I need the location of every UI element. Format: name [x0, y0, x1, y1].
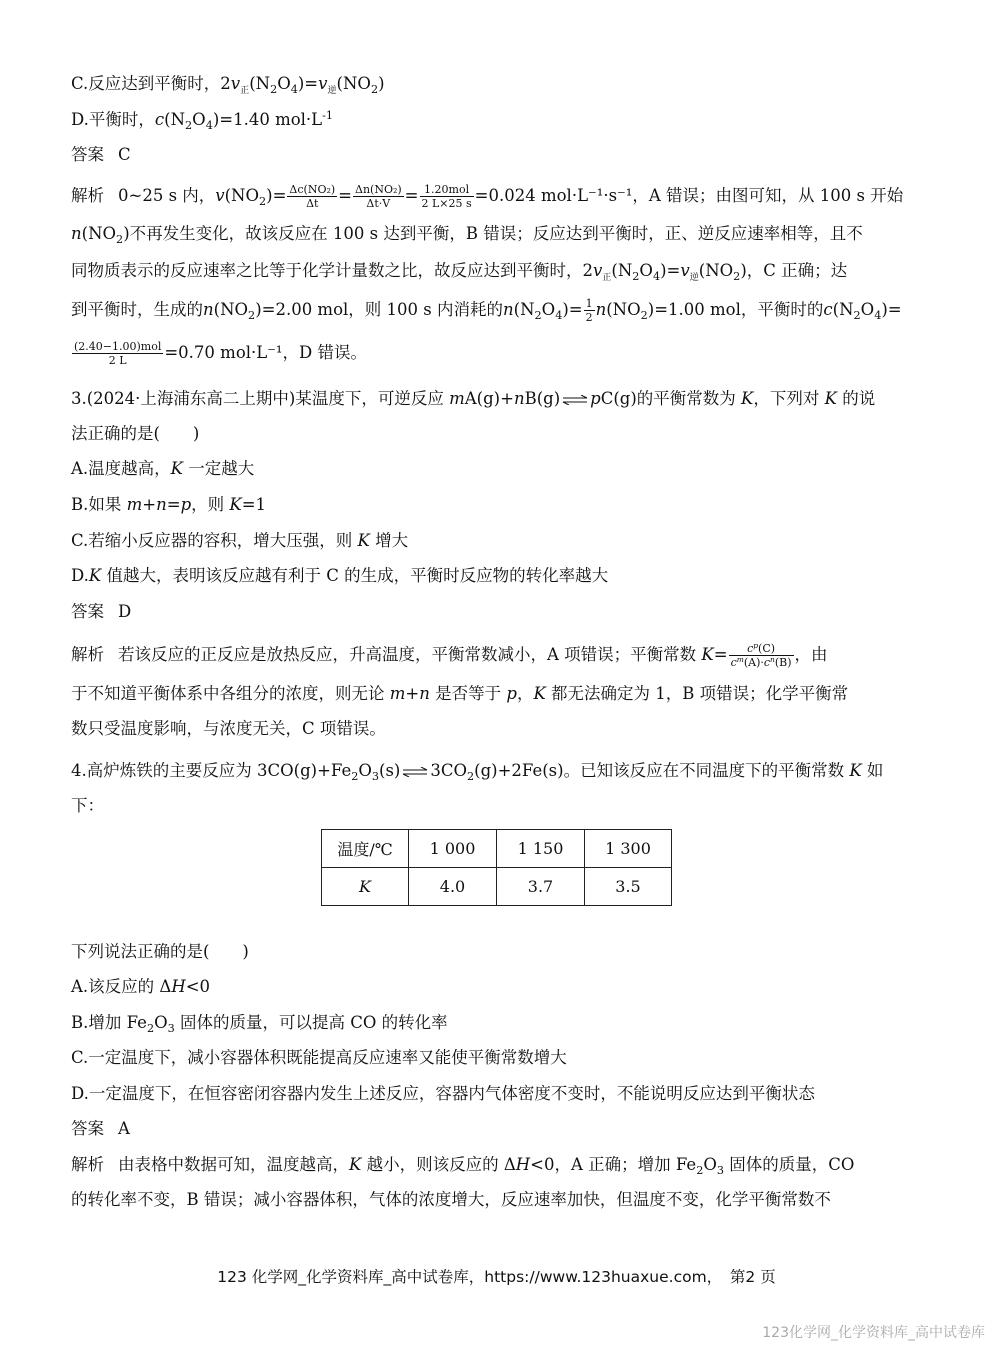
table-cell: 4.0: [409, 868, 497, 906]
table-cell: 3.5: [585, 868, 672, 906]
fraction: $\frac{c^p(C)}{c^m(A)\cdot c^n(B)}$: [730, 640, 792, 669]
page-footer: 123 化学网_化学资料库_高中试卷库，https://www.123huaxue.com， 第2 页: [217, 1268, 776, 1286]
q4-stem-line-2: 下：: [71, 796, 104, 815]
q4-option-d: D.一定温度下，在恒容密闭容器内发生上述反应，容器内气体密度不变时，不能说明反应达到平衡状态: [71, 1084, 815, 1103]
q4-option-c: C.一定温度下，减小容器体积既能提高反应速率又能使平衡常数增大: [71, 1048, 567, 1067]
q4-option-b: B.增加 $Fe_2O_3$ 固体的质量，可以提高 CO 的转化率: [71, 1013, 448, 1035]
equilibrium-arrow-icon: [402, 767, 428, 777]
q3-analysis-line-2: 于不知道平衡体系中各组分的浓度，则无论 m+n 是否等于 p，K 都无法确定为 1，B 项错误；化学平衡常: [71, 684, 849, 703]
table-row: [322, 868, 672, 906]
q3-analysis-line-1: 解析 若该反应的正反应是放热反应，升高温度，平衡常数减小，A 项错误；平衡常数 K= $\frac{c^p(C)}{c^m(A)\cdot c^n(B)}$ ，由: [71, 640, 828, 669]
q4-option-a: A.该反应的 ΔH<0: [71, 977, 211, 996]
equilibrium-constant-table: [321, 829, 672, 906]
q3-stem: 3.(2024·上海浦东高二上期中)某温度下，可逆反应 mA(g)+nB(g) pC(g)的平衡常数为 K，下列对 K 的说: [71, 389, 876, 408]
q3-answer: 答案 D: [71, 602, 132, 621]
table-header-cell: 温度/℃: [322, 830, 409, 868]
q3-option-a: A.温度越高，K 一定越大: [71, 459, 255, 478]
q2-analysis-line-5: $\frac{\text{(2.40−1.00)mol}}{2 L}$ =0.70 mol·L⁻¹，D 错误。: [74, 340, 368, 367]
fraction: $\frac{\text{Δc(NO₂)}}{\Delta t}$: [289, 183, 336, 210]
q3-option-d: D.K 值越大，表明该反应越有利于 C 的生成，平衡时反应物的转化率越大: [71, 566, 609, 585]
fraction: $\frac{\text{Δn(NO₂)}}{\Delta t\cdot V}$: [355, 183, 402, 210]
q2-analysis-line-3: 同物质表示的反应速率之比等于化学计量数之比，故反应达到平衡时，$2v_正(N_2O_4)=v_逆(NO_2)$，C 正确；达: [71, 261, 848, 284]
q2-analysis-line-1: 解析 0~25 s 内，$v(NO_2)=$ $\frac{\text{Δc(NO₂)}}{\Delta t}$ = $\frac{\text{Δn(NO₂)}}{\Delta t\cdot V}$ = $\frac{\text{1.20mol}}{2 L\times 25 s}$ =0.024 mol·L⁻¹·s⁻¹，A 错误；由图可知，从 100 s 开始: [71, 183, 904, 210]
equilibrium-arrow-icon: [562, 395, 588, 405]
q2-option-d: D.平衡时，$c(N_2O_4)=1.40$ $mol\cdot L^{-1}$: [71, 108, 334, 132]
table-header-cell: 1 150: [497, 830, 585, 868]
q2-analysis-line-4: 到平衡时，生成的$n(NO_2)=2.00$ mol，则 100 s 内消耗的$n(N_2O_4)=$ $\frac{1}{2}$ $n(NO_2)=1.00$ mol，平衡时的$c(N_2O_4)=$: [71, 297, 902, 324]
q3-analysis-line-3: 数只受温度影响，与浓度无关，C 项错误。: [71, 719, 386, 738]
q4-analysis-line-2: 的转化率不变，B 错误；减小容器体积，气体的浓度增大，反应速率加快，但温度不变，化学平衡常数不: [71, 1190, 831, 1209]
q4-answer: 答案 A: [71, 1119, 130, 1138]
q2-answer: 答案 C: [71, 145, 131, 164]
q4-question: 下列说法正确的是( ): [71, 942, 249, 961]
q3-option-b: B.如果 m+n=p，则 K=1: [71, 495, 267, 514]
table-row: [322, 830, 672, 868]
table-cell: 3.7: [497, 868, 585, 906]
q4-analysis-line-1: 解析 由表格中数据可知，温度越高，K 越小，则该反应的 ΔH<0，A 正确；增加 $Fe_2O_3$ 固体的质量，CO: [71, 1155, 855, 1177]
table-header-cell: 1 300: [585, 830, 672, 868]
fraction-half: $\frac{1}{2}$: [585, 297, 593, 324]
table-header-cell: 1 000: [409, 830, 497, 868]
table-row-label: K: [322, 868, 409, 906]
watermark: 123化学网_化学资料库_高中试卷库: [762, 1325, 985, 1341]
fraction: $\frac{\text{(2.40−1.00)mol}}{2 L}$: [74, 340, 162, 367]
q2-option-c: C.反应达到平衡时，$2v_正(N_2O_4)=v_逆(NO_2)$: [71, 74, 385, 97]
q3-option-c: C.若缩小反应器的容积，增大压强，则 K 增大: [71, 531, 409, 550]
fraction: $\frac{\text{1.20mol}}{2 L\times 25 s}$: [421, 183, 472, 210]
q4-stem: 4.高炉炼铁的主要反应为 $3CO(g)+Fe_2O_3(s)$ $3CO_2(g)+2Fe(s)$。已知该反应在不同温度下的平衡常数 K 如: [71, 761, 884, 783]
q3-stem-line-2: 法正确的是( ): [71, 424, 200, 443]
q2-analysis-line-2: $n(NO_2)$不再发生变化，故该反应在 100 s 达到平衡，B 错误；反应达到平衡时，正、逆反应速率相等，且不: [71, 224, 863, 246]
